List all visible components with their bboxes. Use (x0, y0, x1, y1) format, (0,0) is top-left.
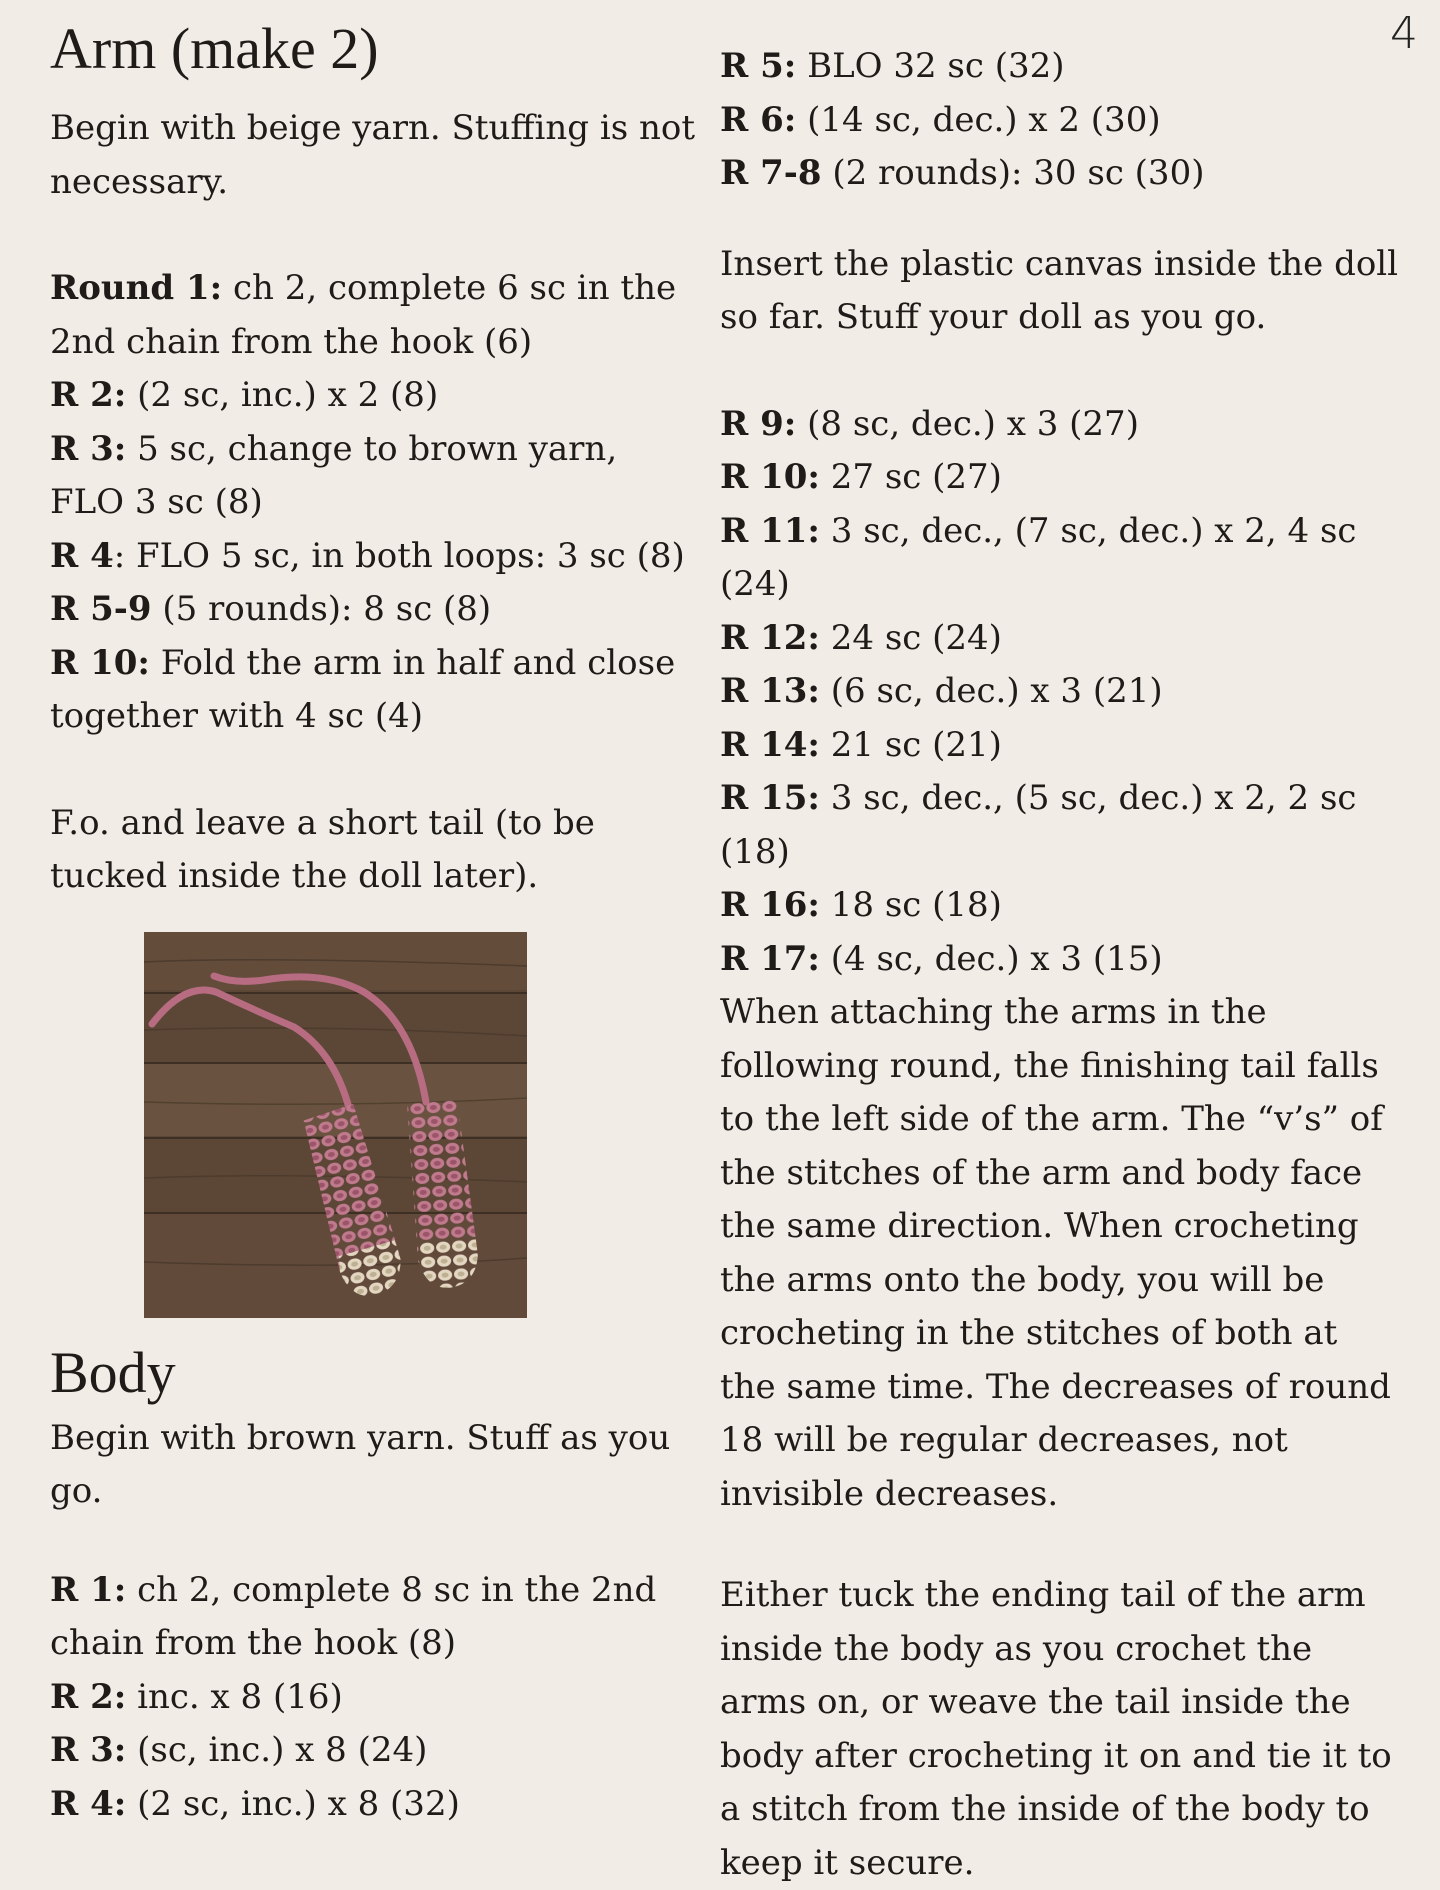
body-row (720, 879, 1400, 933)
body-row (50, 1564, 700, 1671)
arm-row (50, 423, 700, 530)
row-text: ch 2, complete 6 sc in the 2nd chain from the hook (6) (50, 268, 677, 362)
arm-intro: Begin with beige yarn. Stuffing is not necessary. (50, 108, 696, 202)
attach-arms-note: When attaching the arms in the following round, the finishing tail falls to the left side of the arm. The “v’s” of the stitches of the arm and body face the same direction. When crocheting the arms onto the body, you will be crocheting in the stitches of both at the same time. The decreases of round 18 will be regular decreases, not invisible decreases. (720, 992, 1391, 1514)
row-text: ch 2, complete 8 sc in the 2nd chain from the hook (8) (50, 1569, 657, 1663)
body-row (720, 94, 1400, 148)
arm-row (50, 583, 700, 637)
row-text: 3 sc, dec., (7 sc, dec.) x 2, 4 sc (24) (720, 510, 1357, 604)
row-text: (2 rounds): 30 sc (30) (821, 153, 1205, 193)
body-row (720, 505, 1400, 612)
row-label: R 5: (720, 46, 797, 86)
body-rows (50, 1564, 700, 1832)
row-text: BLO 32 sc (32) (796, 46, 1065, 86)
row-text: (sc, inc.) x 8 (24) (126, 1730, 428, 1770)
row-label: R 2: (50, 375, 127, 415)
arm-row (50, 530, 700, 584)
row-text: (8 sc, dec.) x 3 (27) (796, 403, 1139, 444)
row-text: 21 sc (21) (819, 724, 1002, 765)
arm-section-title: Arm (make 2) (50, 16, 379, 81)
row-label: R 2: (50, 1676, 127, 1717)
body-rows-continued (720, 40, 1400, 201)
row-label: R 15: (720, 778, 820, 818)
arms-photo-illustration (144, 932, 527, 1318)
row-label: R 16: (720, 885, 820, 925)
row-label: R 10: (720, 457, 820, 497)
row-text: Fold the arm in half and close together with 4 sc (4) (50, 642, 676, 736)
row-text: (2 sc, inc.) x 8 (32) (126, 1783, 460, 1824)
row-label: R 17: (720, 938, 820, 979)
row-label: R 12: (720, 617, 820, 658)
row-text: (5 rounds): 8 sc (8) (151, 589, 492, 629)
row-text: (4 sc, dec.) x 3 (15) (819, 938, 1163, 979)
row-label: R 3: (50, 428, 127, 469)
body-row (720, 772, 1400, 879)
body-row (720, 147, 1400, 201)
row-text: inc. x 8 (16) (126, 1676, 343, 1717)
tuck-tail-note: Either tuck the ending tail of the arm inside the body as you crochet the arms on, or weave the tail inside the body after crocheting it on and tie it to a stitch from the inside of the body to keep it secure. (720, 1575, 1392, 1883)
row-label: R 4: (50, 1783, 127, 1824)
row-label: R 7-8 (720, 153, 822, 193)
body-row (720, 398, 1400, 452)
crocheted-arms-photo (144, 932, 527, 1318)
row-label: R 10: (50, 642, 150, 683)
body-intro: Begin with brown yarn. Stuff as you go. (50, 1417, 671, 1511)
row-label: R 4 (50, 535, 114, 576)
row-label: R 6: (720, 99, 797, 140)
body-row (720, 451, 1400, 505)
row-text: (2 sc, inc.) x 2 (8) (126, 375, 439, 415)
arm-rows (50, 262, 700, 744)
row-text: 5 sc, change to brown yarn, FLO 3 sc (8) (50, 428, 618, 522)
row-text: 3 sc, dec., (5 sc, dec.) x 2, 2 sc (18) (720, 778, 1357, 872)
body-rows-decrease (720, 398, 1400, 987)
arm-row (50, 637, 700, 744)
arm-row (50, 369, 700, 423)
row-text: (14 sc, dec.) x 2 (30) (796, 99, 1161, 140)
row-label: Round 1: (50, 268, 223, 308)
arm-row (50, 262, 700, 369)
body-row (720, 719, 1400, 773)
row-text: (6 sc, dec.) x 3 (21) (819, 671, 1163, 711)
left-column (50, 0, 700, 1831)
row-label: R 14: (720, 724, 820, 765)
row-text: : FLO 5 sc, in both loops: 3 sc (8) (113, 535, 685, 576)
body-row (50, 1671, 700, 1725)
arm-outro: F.o. and leave a short tail (to be tucked inside the doll later). (50, 802, 595, 896)
body-row (720, 612, 1400, 666)
body-section-title: Body (50, 1339, 176, 1405)
row-label: R 13: (720, 671, 820, 711)
row-label: R 1: (50, 1569, 127, 1610)
body-row (50, 1724, 700, 1778)
body-row (720, 665, 1400, 719)
body-row (50, 1778, 700, 1832)
body-row (720, 933, 1400, 987)
body-row (720, 40, 1400, 94)
row-text: 18 sc (18) (819, 885, 1002, 925)
plastic-canvas-note: Insert the plastic canvas inside the doll so far. Stuff your doll as you go. (720, 243, 1399, 337)
row-label: R 3: (50, 1730, 127, 1770)
row-text: 24 sc (24) (819, 617, 1002, 658)
row-label: R 9: (720, 403, 797, 444)
row-text: 27 sc (27) (819, 457, 1002, 497)
row-label: R 11: (720, 510, 820, 551)
right-column (720, 0, 1400, 1890)
page-number: 4 (1390, 8, 1418, 59)
row-label: R 5-9 (50, 589, 152, 629)
